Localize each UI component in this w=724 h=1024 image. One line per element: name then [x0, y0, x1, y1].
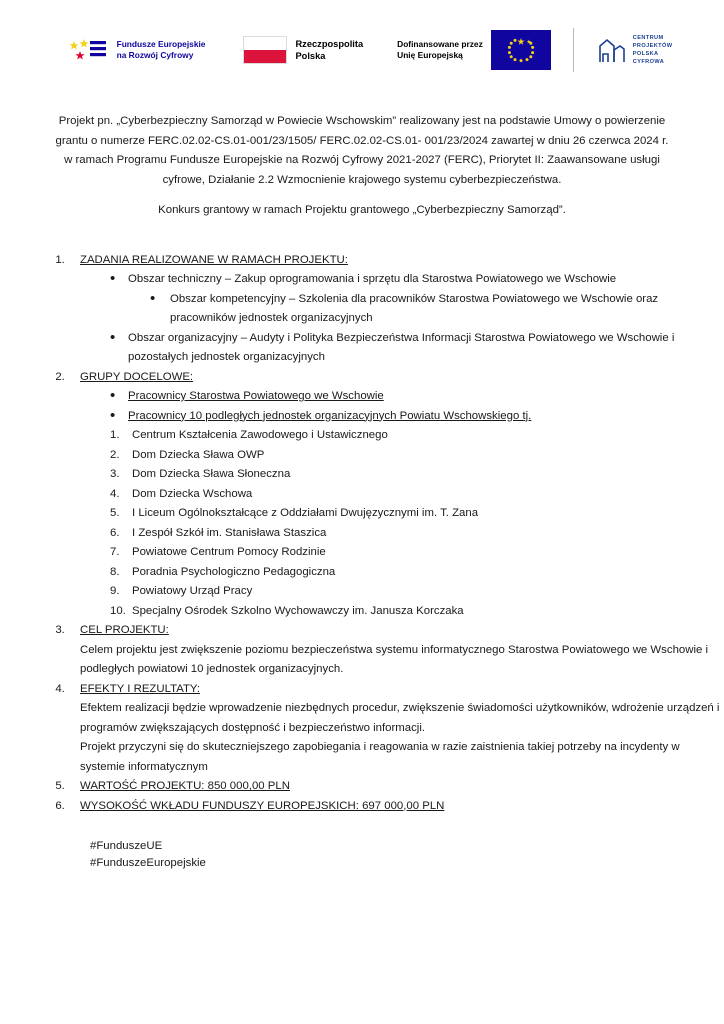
list-item: Centrum Kształcenia Zawodowego i Ustawicznego [132, 429, 388, 441]
logo-pl-line1: Rzeczpospolita [295, 39, 364, 49]
hashtags-block [90, 838, 724, 872]
logo-cp-line1: CENTRUM [632, 35, 664, 41]
eu-stars-icon [70, 37, 110, 64]
section-4-body-1: Efektem realizacji będzie wprowadzenie niezbędnych procedur, zwiększenie świadomości użytkowników, wdrożenie urządzeń i programów zwiększających dostępność i bezpieczeństwo informacji. [80, 702, 720, 734]
list-item: Dom Dziecka Sława Słoneczna [132, 468, 291, 480]
intro-paragraph-1: Projekt pn. „Cyberbezpieczny Samorząd w Powiecie Wschowskim” realizowany jest na podstawie Umowy o powierzenie grantu o numerze FERC.02.02-CS.01-001/23/1505/ FERC.02.02-CS.01- 001/23/2024 zawartej w dniu 26 czerwca 2024 r. w ramach Programu Fundusze Europejskie na Rozwój Cyfrowy 2021-2027 (FERC), Priorytet II: Zaawansowane usługi cyfrowe, Działanie 2.2 Wzmocnienie krajowego systemu cyberbezpieczeństwa. [55, 115, 669, 186]
logo-eu-line1: Dofinansowane przez [397, 39, 483, 49]
logo-cp-line2: PROJEKTÓW [632, 43, 673, 49]
poland-flag-icon [243, 36, 287, 64]
section-1 [68, 251, 724, 368]
section-2-bullets [80, 387, 724, 426]
centrum-projektow-icon [596, 34, 626, 66]
list-item: Specjalny Ośrodek Szkolno Wychowawczy im. Janusza Korczaka [132, 604, 464, 617]
section-4-heading: EFEKTY I REZULTATY: [80, 682, 201, 695]
logo-fundusze-europejskie-text [117, 39, 206, 61]
section-4 [68, 680, 724, 778]
logo-fundusze-europejskie [70, 37, 206, 64]
list-item-label: Pracownicy 10 podległych jednostek organizacyjnych Powiatu Wschowskiego tj. [128, 409, 532, 422]
logo-pl-line2: Polska [295, 51, 326, 61]
list-item: Powiatowe Centrum Pomocy Rodzinie [132, 546, 326, 558]
section-3-body: Celem projektu jest zwiększenie poziomu bezpieczeństwa systemu informatycznego Starostwa Powiatowego we Wschowie i podległych powiatowi 10 jednostek organizacyjnych. [80, 643, 709, 675]
logo-cp-line4: CYFROWA [632, 59, 665, 65]
logo-ef-line1: Fundusze Europejskie [116, 39, 206, 49]
organizational-units-list [80, 426, 724, 621]
list-item: I Zespół Szkół im. Stanisława Staszica [132, 526, 327, 539]
list-item: I Liceum Ogólnokształcące z Oddziałami Dwujęzycznymi im. T. Zana [132, 507, 479, 519]
logo-centrum-projektow [596, 34, 673, 66]
intro-block [52, 112, 672, 221]
section-5-heading: WARTOŚĆ PROJEKTU: 850 000,00 PLN [80, 780, 290, 792]
list-item: • Obszar techniczny – Zakup oprogramowania i sprzętu dla Starostwa Powiatowego we Wschowie [110, 270, 724, 290]
logo-eu-line2: Unię Europejską [397, 50, 463, 60]
section-1-heading: ZADANIA REALIZOWANE W RAMACH PROJEKTU: [80, 253, 348, 266]
section-6 [68, 797, 724, 817]
list-item [110, 407, 724, 427]
section-2 [68, 368, 724, 622]
list-item [110, 387, 724, 407]
eu-flag-icon [491, 30, 551, 70]
sections-list [0, 251, 724, 817]
logo-eu-text [397, 39, 483, 61]
logo-polska-text [295, 38, 363, 62]
logo-cp-text [633, 34, 673, 66]
section-3-heading: CEL PROJEKTU: [80, 624, 169, 636]
list-item: Dom Dziecka Sława OWP [132, 448, 265, 461]
section-6-heading: WYSOKOŚĆ WKŁADU FUNDUSZY EUROPEJSKICH: 697 000,00 PLN [80, 799, 445, 812]
list-item: • Obszar organizacyjny – Audyty i Polityka Bezpieczeństwa Informacji Starostwa Powiatowego we Wschowie i pozostałych jednostek organizacyjnych [110, 329, 724, 368]
list-item-label: Pracownicy Starostwa Powiatowego we Wschowie [128, 390, 384, 402]
section-1-bullets [80, 270, 724, 368]
section-5 [68, 777, 724, 797]
logo-dofinansowane-ue [397, 30, 551, 70]
list-item: • Obszar kompetencyjny – Szkolenia dla pracowników Starostwa Powiatowego we Wschowie oraz pracowników jednostek organizacyjnych [110, 290, 724, 329]
hashtag-funduszeeuropejskie: #FunduszeEuropejskie [90, 857, 206, 869]
logo-bar [0, 0, 724, 86]
section-3 [68, 621, 724, 680]
logo-ef-line2: na Rozwój Cyfrowy [116, 50, 194, 60]
logo-cp-line3: POLSKA [632, 51, 659, 57]
list-item: Powiatowy Urząd Pracy [132, 585, 253, 597]
list-item: Dom Dziecka Wschowa [132, 487, 253, 500]
section-4-body-2: Projekt przyczyni się do skuteczniejszego zapobiegania i reagowania w razie zaistnienia takiej potrzeby na incydenty w systemie informatycznym [80, 741, 680, 773]
list-item: Poradnia Psychologiczno Pedagogiczna [132, 565, 336, 578]
hashtag-funduszeue: #FunduszeUE [90, 840, 163, 852]
section-2-heading: GRUPY DOCELOWE: [80, 370, 194, 383]
logo-rzeczpospolita-polska [243, 36, 363, 64]
intro-paragraph-2: Konkurs grantowy w ramach Projektu grantowego „Cyberbezpieczny Samorząd”. [158, 204, 566, 216]
logo-divider [573, 28, 574, 72]
